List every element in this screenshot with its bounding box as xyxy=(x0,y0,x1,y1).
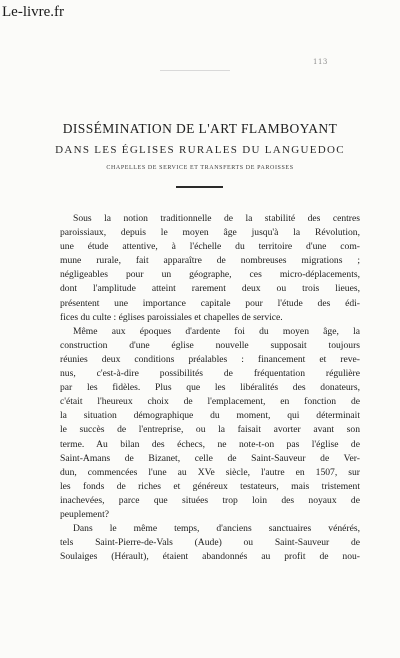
article-subheading: CHAPELLES DE SERVICE ET TRANSFERTS DE PAROISSES xyxy=(106,165,294,171)
body-line: inachevées, parce que situées trop loin des noyaux de xyxy=(60,494,360,506)
body-line: fices du culte : églises paroissiales et chapelles de service. xyxy=(60,311,283,323)
body-line: négligeables pour un géographe, ces micro-déplacements, xyxy=(60,269,360,281)
body-line: nus, c'est-à-dire possibilités de fréquentation régulière xyxy=(60,368,360,380)
body-line: Même aux époques d'ardente foi du moyen âge, la xyxy=(73,325,360,337)
body-line: construction d'une église nouvelle supposait toujours xyxy=(60,339,360,351)
body-line: présentent une importance capitale pour l'étude des édi- xyxy=(60,297,360,309)
body-line: une étude attentive, à l'échelle du territoire d'une com- xyxy=(60,241,360,253)
body-line: mune rurale, fait apparaître de nombreuses migrations ; xyxy=(60,255,360,267)
page-number: 113 xyxy=(313,58,328,66)
article-title: DISSÉMINATION DE L'ART FLAMBOYANT xyxy=(62,121,338,136)
body-line: par les fidèles. Plus que les libéralités des donateurs, xyxy=(60,382,360,394)
body-line: Sous la notion traditionnelle de la stabilité des centres xyxy=(73,213,360,224)
article-subtitle: DANS LES ÉGLISES RURALES DU LANGUEDOC xyxy=(55,144,345,156)
body-line: c'était l'heureux choix de l'emplacement, en fonction de xyxy=(60,396,360,408)
body-line: la situation démographique du moment, qui déterminait xyxy=(60,410,360,422)
body-line: dun, commencées l'une au XVe siècle, l'autre en 1507, sur xyxy=(60,466,360,478)
body-line: Soulaiges (Hérault), étaient abandonnés au profit de nou- xyxy=(60,551,360,563)
body-line: tels Saint-Pierre-de-Vals (Aude) ou Saint-Sauveur de xyxy=(60,537,360,549)
body-line: dont l'amplitude atteint rarement deux ou trois lieues, xyxy=(60,283,360,295)
title-divider xyxy=(176,186,223,188)
article-body xyxy=(60,212,360,564)
body-line: Dans le même temps, d'anciens sanctuaires vénérés, xyxy=(73,523,360,535)
body-line: peuplement? xyxy=(60,508,110,520)
body-line: terme. Au bilan des échecs, ne note-t-on pas l'église de xyxy=(60,438,360,450)
body-line: Saint-Amans de Bizanet, celle de Saint-Sauveur de Ver- xyxy=(60,452,360,464)
body-line: réunies deux conditions préalables : financement et reve- xyxy=(60,353,360,365)
faint-header-line xyxy=(160,70,230,71)
body-line: le succès de l'entreprise, ou la faisait avorter avant son xyxy=(60,424,360,436)
site-logo[interactable]: Le-livre.fr xyxy=(2,4,65,20)
body-line: les fonds de riches et généreux testateurs, mais tristement xyxy=(60,480,360,492)
body-line: paroissiaux, depuis le moyen âge jusqu'à la Révolution, xyxy=(60,227,360,239)
